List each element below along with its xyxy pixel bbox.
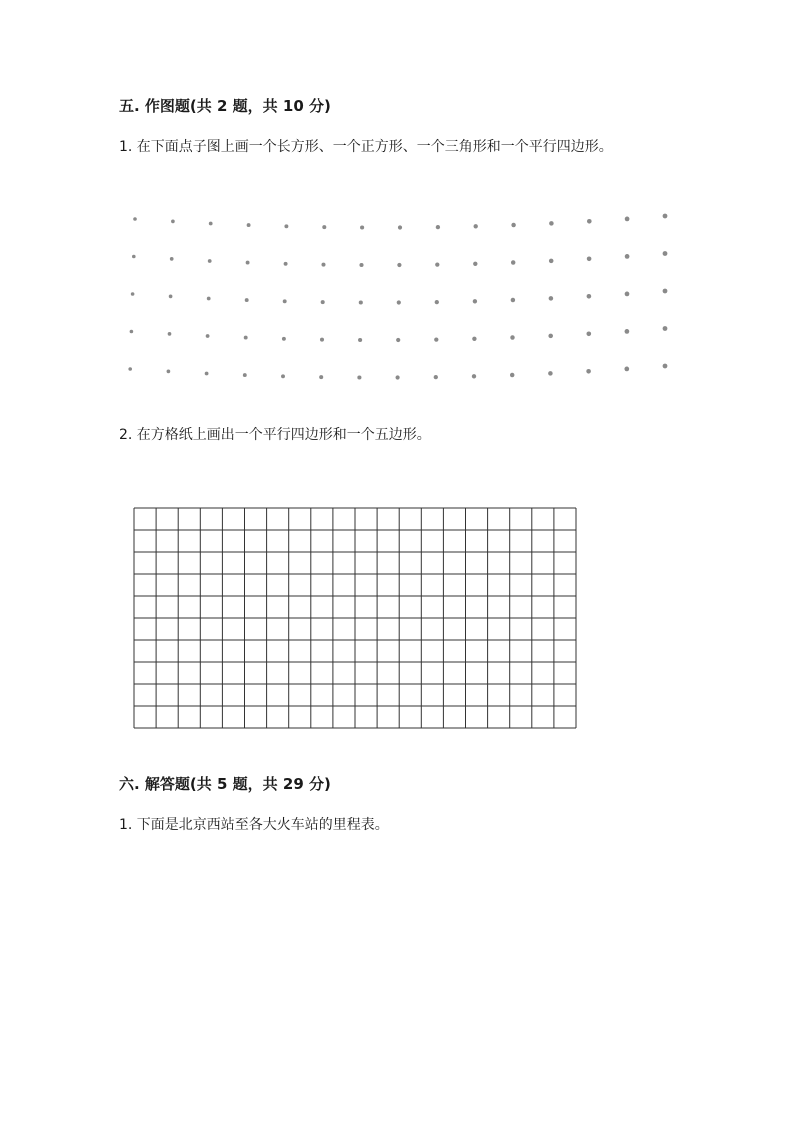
grid-dot [205,372,209,376]
grid-dot [624,367,629,372]
grid-dot [625,329,630,334]
grid-dot [128,367,132,371]
grid-dot [321,300,325,304]
grid-dot [548,334,553,339]
grid-dot [511,223,515,227]
grid-dot [587,219,592,224]
grid-dot [284,224,288,228]
grid-dot [244,336,248,340]
question-5-2-text: 2. 在方格纸上画出一个平行四边形和一个五边形。 [119,427,431,443]
grid-dot [472,337,476,341]
grid-dot [398,225,402,229]
grid-dot [131,292,135,296]
grid-dot [663,251,668,256]
grid-dot [209,222,213,226]
question-5-1-text: 1. 在下面点子图上画一个长方形、一个正方形、一个三角形和一个平行四边形。 [119,139,613,155]
grid-dot [434,375,438,379]
grid-dot [167,370,171,374]
grid-dot [549,296,554,301]
grid-dot [281,374,285,378]
grid-dot [168,332,172,336]
grid-dot [435,262,439,266]
grid-dot [549,259,554,264]
grid-dot [170,257,174,261]
grid-dot [243,373,247,377]
grid-dot [511,260,515,264]
grid-dot [396,338,400,342]
grid-dot [548,371,553,376]
grid-dot [133,217,137,221]
grid-dot [586,331,591,336]
grid-dot [247,223,251,227]
grid-dot [208,259,212,263]
grid-dot [472,374,476,378]
square-grid [133,507,577,729]
grid-dot [284,262,288,266]
grid-dot [587,256,592,261]
grid-dot [206,334,210,338]
grid-dot [283,299,287,303]
grid-dot [319,375,323,379]
grid-dot [510,373,514,377]
grid-dot [511,298,515,302]
grid-dot [549,221,554,226]
grid-dot [359,300,363,304]
grid-dot [357,375,361,379]
grid-dot [397,300,401,304]
grid-dot [246,261,250,265]
grid-dot [473,262,477,266]
grid-dot [132,255,136,259]
grid-dot [358,338,362,342]
grid-dot [663,326,668,331]
grid-dot [663,364,668,369]
grid-dot [625,292,630,297]
grid-dot [586,369,591,374]
grid-dot [473,299,477,303]
grid-dot [359,263,363,267]
section-5-heading: 五. 作图题(共 2 题，共 10 分) [119,97,331,115]
dot-grid [120,205,680,390]
grid-dot [320,338,324,342]
question-6-1-text: 1. 下面是北京西站至各大火车站的里程表。 [119,817,389,833]
grid-dot [663,289,668,294]
grid-dot [169,295,173,299]
section-6-heading: 六. 解答题(共 5 题，共 29 分) [119,775,331,793]
grid-dot [510,335,514,339]
grid-dot [436,225,440,229]
grid-dot [360,225,364,229]
grid-dot [474,224,478,228]
grid-dot [663,214,668,219]
grid-dot [207,297,211,301]
grid-dot [130,330,134,334]
grid-dot [171,220,175,224]
grid-dot [587,294,592,299]
grid-dot [397,263,401,267]
grid-dot [625,217,630,222]
grid-dot [435,300,439,304]
grid-dot [396,375,400,379]
grid-dot [434,337,438,341]
grid-dot [245,298,249,302]
grid-dot [322,225,326,229]
grid-dot [625,254,630,259]
grid-dot [321,263,325,267]
grid-dot [282,337,286,341]
